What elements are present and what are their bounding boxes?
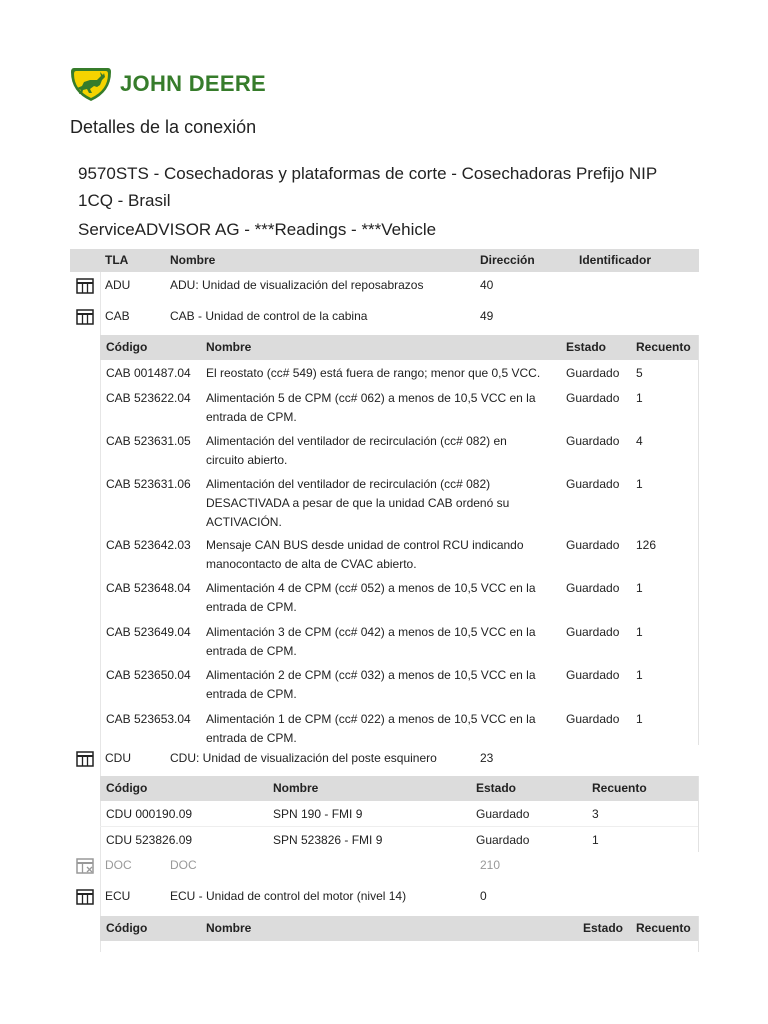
machine-description — [78, 160, 678, 214]
page-title: Detalles de la conexión — [70, 117, 257, 137]
code-row[interactable] — [100, 801, 698, 827]
header-count: Recuento — [636, 921, 691, 935]
header-name: Nombre — [206, 340, 252, 354]
code-description — [206, 432, 556, 470]
header-tla: TLA — [105, 253, 129, 267]
row-tla: ECU — [105, 889, 131, 903]
code-state: Guardado — [566, 366, 620, 380]
code-count: 5 — [636, 366, 643, 380]
control-unit-disabled-icon — [76, 858, 94, 874]
codes-header — [100, 916, 698, 941]
description-line: Alimentación 2 de CPM (cc# 032) a menos de 10,5 VCC en la — [206, 668, 536, 682]
code-state: Guardado — [476, 833, 530, 847]
code-description — [206, 536, 556, 574]
row-address: 23 — [480, 751, 494, 765]
row-tla: CAB — [105, 309, 130, 323]
row-name: CDU: Unidad de visualización del poste esquinero — [170, 751, 437, 765]
code-state: Guardado — [476, 807, 530, 821]
machine-line-2: 1CQ - Brasil — [78, 191, 171, 210]
code-description: SPN 190 - FMI 9 — [273, 807, 363, 821]
codes-header — [100, 776, 698, 801]
control-unit-row[interactable] — [70, 883, 699, 916]
row-name: DOC — [170, 858, 197, 872]
control-unit-icon — [76, 889, 94, 905]
header-state: Estado — [566, 340, 607, 354]
code-count: 1 — [636, 668, 643, 682]
description-line: entrada de CPM. — [206, 410, 297, 424]
description-line: entrada de CPM. — [206, 687, 297, 701]
header-code: Código — [106, 781, 148, 795]
header-name: Nombre — [273, 781, 319, 795]
header-code: Código — [106, 921, 148, 935]
code-description — [206, 623, 556, 661]
cab-codes-table — [100, 335, 699, 745]
description-line: Alimentación 1 de CPM (cc# 022) a menos de 10,5 VCC en la — [206, 712, 536, 726]
code-count: 1 — [592, 833, 599, 847]
code: CAB 523650.04 — [106, 668, 191, 682]
header-name: Nombre — [206, 921, 252, 935]
control-unit-icon — [76, 309, 94, 325]
code-description: SPN 523826 - FMI 9 — [273, 833, 383, 847]
header-identifier: Identificador — [579, 253, 652, 267]
row-tla: CDU — [105, 751, 131, 765]
code-description — [206, 579, 556, 617]
code-count: 3 — [592, 807, 599, 821]
control-unit-row[interactable] — [70, 852, 699, 883]
code-count: 1 — [636, 712, 643, 726]
code: CAB 523622.04 — [106, 391, 191, 405]
row-name: ADU: Unidad de visualización del reposabrazos — [170, 278, 424, 292]
code-state: Guardado — [566, 712, 620, 726]
connection-table-header — [70, 249, 699, 272]
description-line: El reostato (cc# 549) está fuera de rango; menor que 0,5 VCC. — [206, 366, 541, 380]
code-count: 1 — [636, 477, 643, 491]
code-description — [206, 666, 556, 704]
code-row[interactable] — [100, 706, 698, 745]
description-line: entrada de CPM. — [206, 600, 297, 614]
row-address: 49 — [480, 309, 494, 323]
code-state: Guardado — [566, 625, 620, 639]
description-line: entrada de CPM. — [206, 644, 297, 658]
code-count: 4 — [636, 434, 643, 448]
code: CAB 523631.05 — [106, 434, 191, 448]
deer-emblem-icon — [70, 66, 112, 102]
code: CAB 523642.03 — [106, 538, 191, 552]
code-state: Guardado — [566, 538, 620, 552]
control-unit-row[interactable] — [70, 272, 699, 303]
description-line: entrada de CPM. — [206, 731, 297, 745]
code-description — [206, 475, 556, 532]
service-line: ServiceADVISOR AG - ***Readings - ***Vehicle — [78, 220, 437, 239]
ecu-codes-table — [100, 916, 699, 952]
code-state: Guardado — [566, 477, 620, 491]
control-unit-icon — [76, 278, 94, 294]
code-row[interactable] — [100, 360, 698, 385]
row-address: 210 — [480, 858, 501, 872]
code-row[interactable] — [100, 619, 698, 662]
code: CAB 523653.04 — [106, 712, 191, 726]
code-state: Guardado — [566, 581, 620, 595]
code-row[interactable] — [100, 385, 698, 428]
code-state: Guardado — [566, 434, 620, 448]
code-row[interactable] — [100, 428, 698, 471]
header-state: Estado — [583, 921, 624, 935]
row-name: ECU - Unidad de control del motor (nivel 14) — [170, 889, 407, 903]
code-description — [206, 710, 556, 748]
code-count: 1 — [636, 391, 643, 405]
code-row[interactable] — [100, 532, 698, 575]
description-line: circuito abierto. — [206, 453, 288, 467]
code: CAB 523648.04 — [106, 581, 191, 595]
connection-table — [70, 249, 699, 952]
description-line: manocontacto de alta de CVAC abierto. — [206, 557, 417, 571]
description-line: Alimentación 3 de CPM (cc# 042) a menos de 10,5 VCC en la — [206, 625, 536, 639]
john-deere-logo — [70, 66, 270, 102]
code-count: 1 — [636, 581, 643, 595]
code-state: Guardado — [566, 668, 620, 682]
code-row[interactable] — [100, 827, 698, 852]
code-row[interactable] — [100, 662, 698, 706]
control-unit-icon — [76, 751, 94, 767]
description-line: Mensaje CAN BUS desde unidad de control RCU indicando — [206, 538, 524, 552]
header-code: Código — [106, 340, 148, 354]
row-tla: ADU — [105, 278, 131, 292]
code-description — [206, 389, 556, 427]
code-state: Guardado — [566, 391, 620, 405]
code-count: 126 — [636, 538, 657, 552]
code-row[interactable] — [100, 575, 698, 619]
header-count: Recuento — [592, 781, 647, 795]
description-line: Alimentación del ventilador de recirculación (cc# 082) — [206, 477, 491, 491]
description-line: Alimentación 5 de CPM (cc# 062) a menos de 10,5 VCC en la — [206, 391, 536, 405]
code: CAB 523649.04 — [106, 625, 191, 639]
machine-line-1: 9570STS - Cosechadoras y plataformas de corte - Cosechadoras Prefijo NIP — [78, 164, 658, 183]
header-state: Estado — [476, 781, 517, 795]
header-count: Recuento — [636, 340, 691, 354]
description-line: Alimentación del ventilador de recirculación (cc# 082) en — [206, 434, 507, 448]
code-description — [206, 364, 556, 383]
code: CDU 000190.09 — [106, 807, 193, 821]
description-line: Alimentación 4 de CPM (cc# 052) a menos de 10,5 VCC en la — [206, 581, 536, 595]
control-unit-row[interactable] — [70, 745, 699, 776]
cdu-codes-table — [100, 776, 699, 852]
description-line: DESACTIVADA a pesar de que la unidad CAB ordenó su — [206, 496, 510, 510]
control-unit-row[interactable] — [70, 303, 699, 335]
codes-header — [100, 335, 698, 360]
row-tla: DOC — [105, 858, 132, 872]
header-name: Nombre — [170, 253, 216, 267]
code: CAB 001487.04 — [106, 366, 191, 380]
code-count: 1 — [636, 625, 643, 639]
row-address: 40 — [480, 278, 494, 292]
description-line: ACTIVACIÓN. — [206, 515, 282, 529]
code: CDU 523826.09 — [106, 833, 193, 847]
code-row[interactable] — [100, 471, 698, 532]
logo-wordmark: JOHN DEERE — [120, 71, 267, 96]
row-address: 0 — [480, 889, 487, 903]
row-name: CAB - Unidad de control de la cabina — [170, 309, 368, 323]
header-address: Dirección — [480, 253, 535, 267]
code: CAB 523631.06 — [106, 477, 191, 491]
